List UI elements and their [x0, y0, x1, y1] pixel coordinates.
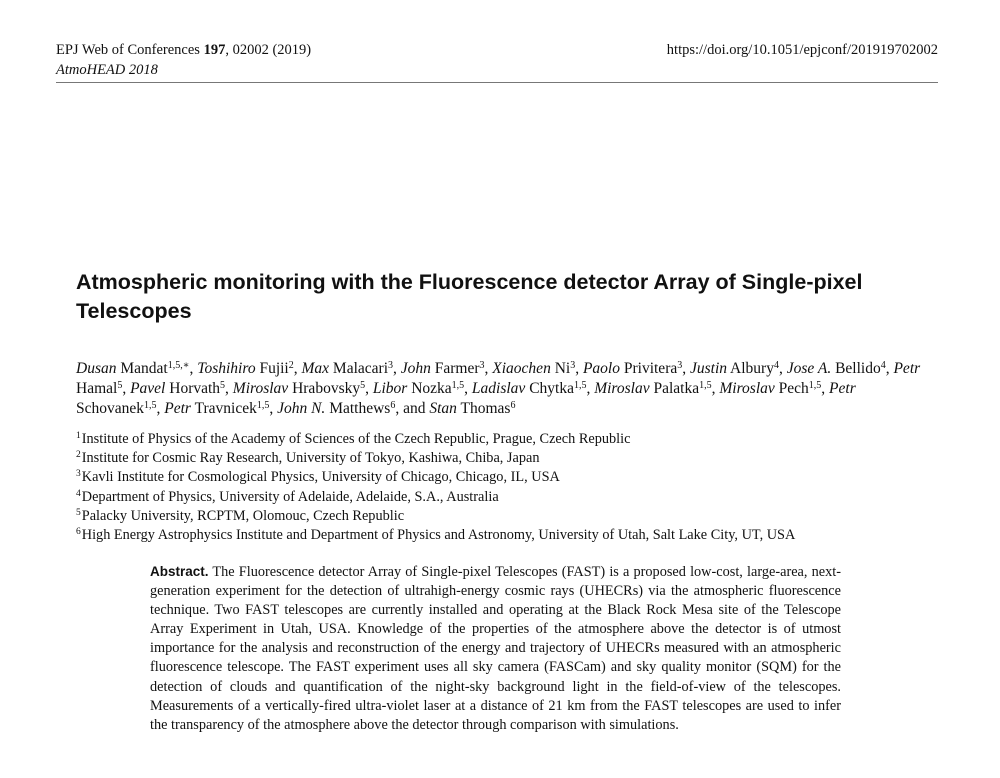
author-family-name: Hrabovsky	[292, 380, 361, 397]
citation	[56, 40, 311, 60]
author-family-name: Pech	[778, 380, 809, 397]
author-given-name: Xiaochen	[492, 360, 551, 377]
header-rule	[56, 82, 938, 83]
author-affiliation-marker: 3	[677, 360, 683, 371]
author	[233, 380, 365, 397]
author-separator: ,	[293, 360, 302, 377]
author-family-name: Malacari	[332, 360, 388, 377]
volume-number: 197	[203, 42, 226, 58]
author	[277, 400, 395, 417]
author-given-name: Miroslav	[232, 380, 289, 397]
author-affiliation-marker: 3	[388, 360, 393, 371]
author-affiliation-marker: 1,5	[451, 380, 465, 391]
author-family-name: Thomas	[460, 400, 511, 417]
affiliation	[76, 507, 940, 526]
author	[76, 360, 190, 377]
author-separator: ,	[586, 380, 595, 397]
author	[401, 360, 485, 377]
journal-name: EPJ Web of Conferences	[56, 42, 204, 58]
author-affiliation-marker: 5	[117, 380, 123, 391]
author-separator: ,	[484, 360, 493, 377]
author-separator: ,	[269, 400, 278, 417]
author-given-name: Miroslav	[594, 380, 650, 397]
author-family-name: Privitera	[623, 360, 678, 377]
author-separator: ,	[189, 360, 198, 377]
conference-name: AtmoHEAD 2018	[56, 62, 158, 78]
author-family-name: Albury	[730, 360, 774, 377]
author-separator: ,	[464, 380, 472, 397]
author-family-name: Bellido	[835, 360, 881, 377]
affiliation-number: 4	[76, 488, 81, 499]
author-affiliation-marker: 6	[510, 400, 516, 411]
author	[373, 380, 464, 397]
author-family-name: Travnicek	[194, 400, 257, 417]
author	[130, 380, 225, 397]
author	[583, 360, 682, 377]
author-affiliation-marker: 1,5	[144, 400, 157, 411]
author-given-name: Libor	[372, 380, 408, 397]
author-family-name: Chytka	[529, 380, 574, 397]
author-given-name: Stan	[429, 400, 457, 417]
author	[492, 360, 575, 377]
header-row	[56, 40, 938, 60]
author-given-name: Petr	[829, 380, 856, 397]
author-given-name: Paolo	[582, 360, 620, 377]
author-affiliation-marker: 3	[570, 360, 576, 371]
author-affiliation-marker: 4	[773, 360, 779, 371]
author-affiliation-marker: 1,5	[808, 380, 822, 391]
author-affiliation-marker: 6	[390, 400, 396, 411]
author-separator: ,	[122, 380, 131, 397]
affiliation-text: Department of Physics, University of Adelaide, Adelaide, S.A., Australia	[81, 488, 499, 505]
author-separator: ,	[575, 360, 583, 377]
author-family-name: Fujii	[259, 360, 289, 377]
author-family-name: Ni	[554, 360, 571, 377]
author-family-name: Palatka	[653, 380, 700, 397]
author-given-name: Ladislav	[471, 380, 526, 397]
affiliation	[76, 488, 940, 507]
abstract	[150, 562, 841, 735]
author-given-name: Jose A.	[786, 360, 832, 377]
running-header	[56, 40, 938, 80]
affiliation-number: 2	[76, 450, 81, 461]
author-family-name: Mandat	[120, 360, 168, 377]
author-given-name: Miroslav	[719, 380, 775, 397]
author-separator: , and	[395, 400, 430, 417]
affiliation	[76, 468, 940, 487]
author-family-name: Farmer	[434, 360, 480, 377]
author-affiliation-marker: 2	[288, 360, 294, 371]
author	[594, 380, 711, 397]
doi-link[interactable]: https://doi.org/10.1051/epjconf/201919702002	[666, 42, 938, 58]
author-affiliation-marker: 1,5	[573, 380, 587, 391]
author	[164, 400, 269, 417]
author-given-name: Justin	[689, 360, 728, 377]
author	[690, 360, 779, 377]
author-given-name: Petr	[893, 360, 921, 377]
author-given-name: Petr	[164, 400, 191, 417]
author-given-name: Max	[301, 360, 330, 377]
affiliation	[76, 449, 940, 468]
affiliation	[76, 526, 940, 545]
abstract-text: The Fluorescence detector Array of Single-pixel Telescopes (FAST) is a proposed low-cost, large-area, next-generation experiment for the detection of ultrahigh-energy cosmic rays (UHECRs) via the atmospheric fluorescence technique. Two FAST telescopes are currently installed and operating at the Black Rock Mesa site of the Telescope Array Experiment in Utah, USA. Knowledge of the properties of the atmosphere above the detector is of utmost importance for the analysis and reconstruction of the energy and trajectory of UHECRs measured with an atmospheric fluorescence telescope. The FAST experiment uses all sky camera (FASCam) and sky quality monitor (SQM) for the detection of clouds and quantification of the night-sky background light in the field-of-view of the telescopes. Measurements of a vertically-fired ultra-violet laser at a distance of 21 km from the FAST telescopes are used to infer the transparency of the atmosphere above the detector through comparison with simulations.	[150, 564, 841, 733]
author-separator: ,	[682, 360, 690, 377]
author-affiliation-marker: 1,5,∗	[167, 360, 190, 371]
affiliation-number: 6	[76, 527, 81, 538]
author-family-name: Matthews	[329, 400, 391, 417]
affiliation-number: 1	[76, 431, 81, 441]
author-separator: ,	[225, 380, 233, 397]
author	[302, 360, 394, 377]
affiliation-text: Institute of Physics of the Academy of Sciences of the Czech Republic, Prague, Czech Republic	[81, 431, 631, 447]
author-affiliation-marker: 5	[220, 380, 226, 391]
author-affiliation-marker: 5	[360, 380, 366, 391]
paper-title: Atmospheric monitoring with the Fluorescence detector Array of Single-pixel Telescopes	[76, 270, 863, 323]
article-number-year: , 02002 (2019)	[225, 42, 312, 58]
author-separator: ,	[156, 400, 165, 417]
affiliation	[76, 430, 940, 449]
author-separator: ,	[821, 380, 830, 397]
author-family-name: Schovanek	[76, 400, 145, 417]
affiliation-text: High Energy Astrophysics Institute and Department of Physics and Astronomy, University of Utah, Salt Lake City, UT, USA	[81, 527, 796, 544]
author-affiliation-marker: 3	[479, 360, 485, 371]
author-affiliation-marker: 1,5	[256, 400, 270, 411]
author-given-name: John N.	[277, 400, 326, 417]
author-given-name: John	[400, 360, 431, 377]
author-separator: ,	[711, 380, 720, 397]
abstract-label: Abstract.	[150, 564, 209, 579]
author-given-name: Pavel	[130, 380, 166, 397]
author-separator: ,	[393, 360, 401, 377]
author-separator: ,	[365, 380, 373, 397]
author-separator: ,	[885, 360, 894, 377]
affiliation-text: Palacky University, RCPTM, Olomouc, Czech Republic	[81, 507, 405, 524]
affiliation-number: 5	[76, 507, 81, 518]
affiliation-number: 3	[76, 469, 81, 480]
author-family-name: Nozka	[411, 380, 452, 397]
author-separator: ,	[778, 360, 787, 377]
author-family-name: Horvath	[169, 380, 221, 397]
author-family-name: Hamal	[76, 380, 118, 397]
author-affiliation-marker: 4	[880, 360, 886, 371]
author	[472, 380, 587, 397]
author-given-name: Dusan	[76, 360, 117, 377]
author	[197, 360, 293, 377]
affiliation-list	[76, 430, 940, 545]
author-given-name: Toshihiro	[197, 360, 256, 377]
affiliation-text: Kavli Institute for Cosmological Physics, University of Chicago, Chicago, IL, USA	[81, 469, 560, 486]
author	[429, 400, 515, 417]
author	[787, 360, 886, 377]
author	[719, 380, 821, 397]
affiliation-text: Institute for Cosmic Ray Research, University of Tokyo, Kashiwa, Chiba, Japan	[81, 450, 540, 467]
author-affiliation-marker: 1,5	[699, 380, 712, 391]
author-list	[76, 359, 940, 419]
